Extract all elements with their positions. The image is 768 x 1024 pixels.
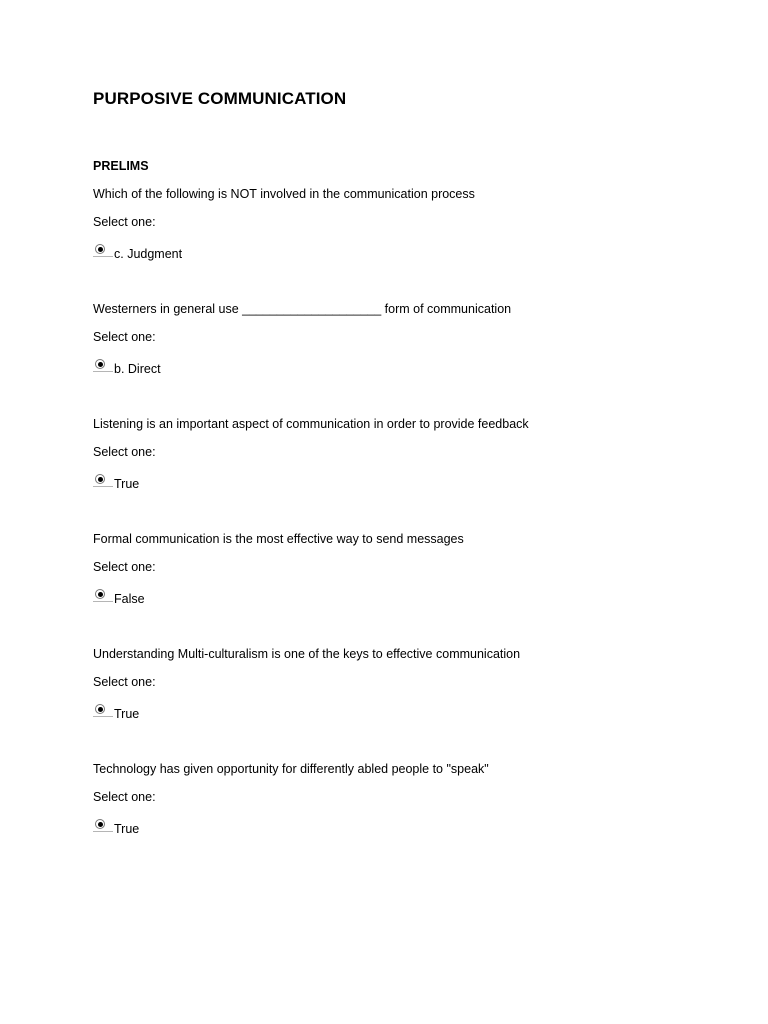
question-text: Listening is an important aspect of communication in order to provide feedback <box>93 417 529 431</box>
answer-underline <box>93 831 113 832</box>
question-5 <box>93 646 733 722</box>
answer-option[interactable] <box>93 359 733 377</box>
radio-selected-icon[interactable] <box>95 474 105 484</box>
question-6 <box>93 761 733 837</box>
question-text: Technology has given opportunity for differently abled people to "speak" <box>93 762 489 776</box>
answer-underline <box>93 371 113 372</box>
answer-option[interactable] <box>93 474 733 492</box>
select-one-label: Select one: <box>93 215 156 229</box>
select-one-label: Select one: <box>93 330 156 344</box>
question-1 <box>93 186 733 262</box>
question-3 <box>93 416 733 492</box>
answer-underline <box>93 486 113 487</box>
select-one-label: Select one: <box>93 560 156 574</box>
question-text: Formal communication is the most effective way to send messages <box>93 532 464 546</box>
radio-selected-icon[interactable] <box>95 359 105 369</box>
radio-selected-icon[interactable] <box>95 244 105 254</box>
radio-selected-icon[interactable] <box>95 704 105 714</box>
answer-option[interactable] <box>93 704 733 722</box>
select-one-label: Select one: <box>93 445 156 459</box>
radio-selected-icon[interactable] <box>95 589 105 599</box>
page-title: PURPOSIVE COMMUNICATION <box>93 89 347 108</box>
answer-underline <box>93 256 113 257</box>
select-one-label: Select one: <box>93 675 156 689</box>
answer-option[interactable] <box>93 819 733 837</box>
answer-label: False <box>114 592 145 606</box>
answer-label: True <box>114 477 140 491</box>
answer-underline <box>93 716 113 717</box>
answer-underline <box>93 601 113 602</box>
answer-label: True <box>114 707 140 721</box>
answer-label: b. Direct <box>114 362 161 376</box>
question-text: Westerners in general use ____________________ form of communication <box>93 302 512 316</box>
answer-label: c. Judgment <box>114 247 183 261</box>
answer-option[interactable] <box>93 244 733 262</box>
section-heading: PRELIMS <box>93 159 149 173</box>
question-4 <box>93 531 733 607</box>
radio-selected-icon[interactable] <box>95 819 105 829</box>
question-text: Which of the following is NOT involved in the communication process <box>93 187 475 201</box>
select-one-label: Select one: <box>93 790 156 804</box>
question-2 <box>93 301 733 377</box>
answer-label: True <box>114 822 140 836</box>
question-text: Understanding Multi-culturalism is one of the keys to effective communication <box>93 647 521 661</box>
answer-option[interactable] <box>93 589 733 607</box>
